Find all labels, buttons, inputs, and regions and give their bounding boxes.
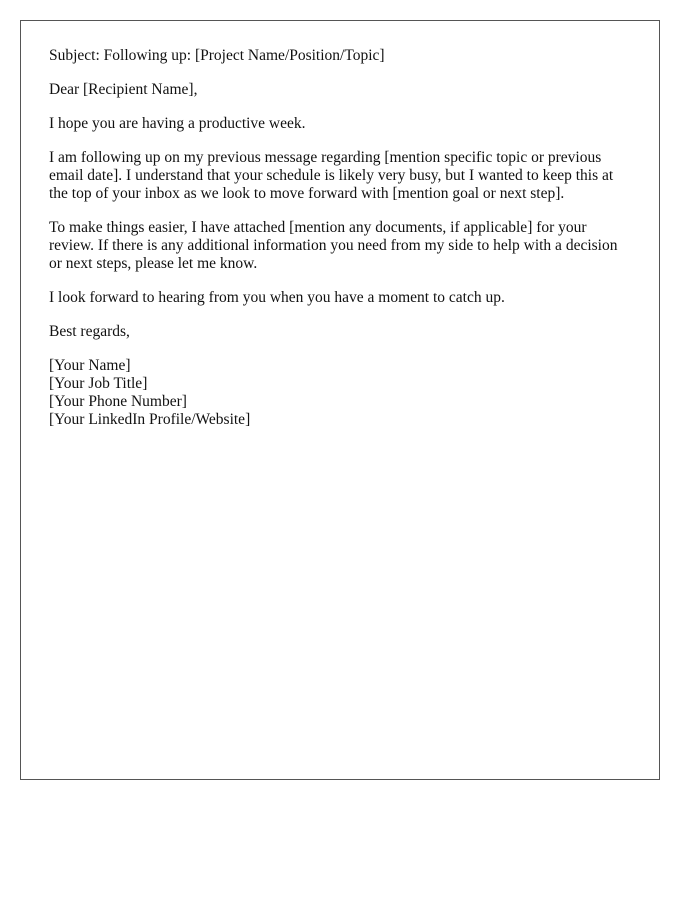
- signature-job-title: [Your Job Title]: [49, 375, 148, 392]
- subject-line: Subject: Following up: [Project Name/Position/Topic]: [49, 47, 385, 64]
- greeting: Dear [Recipient Name],: [49, 81, 198, 98]
- body-paragraph: I look forward to hearing from you when you have a moment to catch up.: [49, 289, 505, 306]
- letter-document: [20, 20, 660, 780]
- closing: Best regards,: [49, 323, 130, 340]
- signature-name: [Your Name]: [49, 357, 131, 374]
- body-paragraph: To make things easier, I have attached [mention any documents, if applicable] for your review. If there is any additional information you need from my side to help with a decision or next steps, please let me know.: [49, 219, 618, 272]
- signature-profile: [Your LinkedIn Profile/Website]: [49, 411, 251, 428]
- body-paragraph: I hope you are having a productive week.: [49, 115, 306, 132]
- signature-phone: [Your Phone Number]: [49, 393, 187, 410]
- body-paragraph: I am following up on my previous message regarding [mention specific topic or previous email date]. I understand that your schedule is likely very busy, but I wanted to keep this at the top of your inbox as we look to move forward with [mention goal or next step].: [49, 149, 614, 202]
- signature-block: [49, 357, 631, 429]
